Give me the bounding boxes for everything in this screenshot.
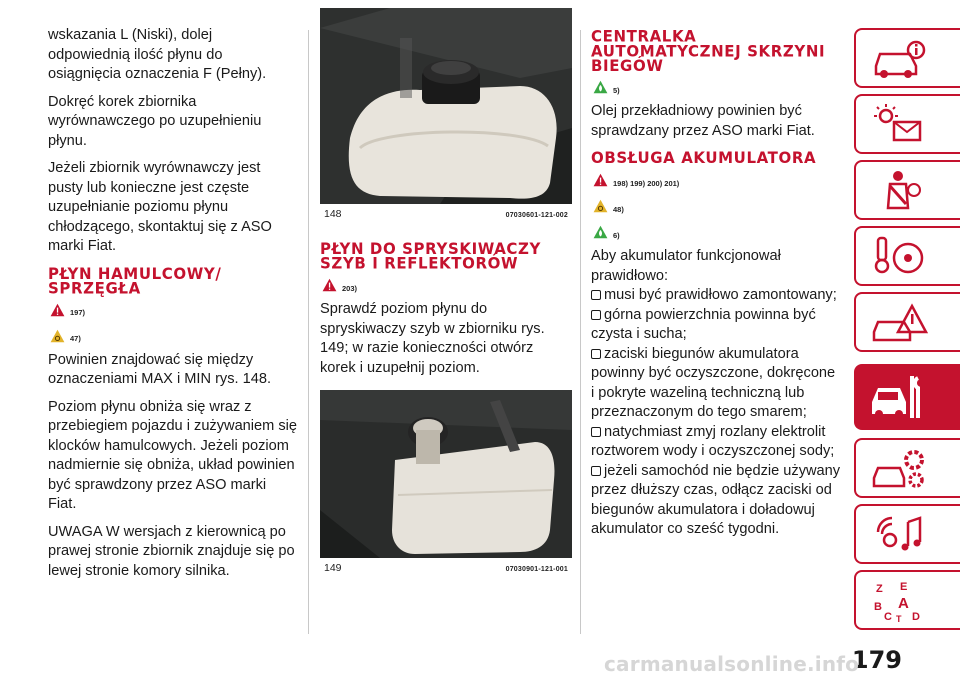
brake-fluid-reservoir-photo	[320, 8, 572, 204]
car-wrench-icon	[870, 372, 930, 424]
caution-triangle-icon	[50, 329, 65, 343]
reference-number: 6)	[613, 230, 620, 240]
figure-caption	[320, 204, 572, 220]
warning-reference	[322, 274, 572, 296]
svg-text:A: A	[898, 595, 909, 612]
reference-number: 5)	[613, 85, 620, 95]
paragraph: Powinien znajdować się między oznaczeniami MAX i MIN rys. 148.	[48, 351, 272, 387]
caution-reference	[50, 325, 298, 347]
paragraph: Dokręć korek zbiornika wyrównawczego po uzupełnieniu płynu.	[48, 93, 262, 149]
environment-reference	[593, 221, 841, 243]
environment-reference	[593, 76, 841, 98]
dashboard-lights-icon	[870, 102, 930, 148]
reference-number: 197)	[70, 308, 86, 317]
list-item: górna powierzchnia powinna być czysta i sucha;	[591, 306, 816, 342]
svg-text:T: T	[896, 614, 902, 624]
paragraph: wskazania L (Niski), dolej odpowiednią ilość płynu do osiągnięcia oznaczenia F (Pełny).	[48, 27, 267, 82]
section-heading-brake-fluid: PŁYN HAMULCOWY/ SPRZĘGŁA	[48, 263, 222, 298]
warning-triangle-icon	[322, 278, 337, 292]
section-heading-battery: OBSŁUGA AKUMULATORA	[591, 148, 817, 168]
paragraph: Jeżeli zbiornik wyrównawczy jest pusty lub konieczne jest częste uzupełnianie poziomu płynu chłodzącego, skontaktuj się z ASO marki Fiat.	[48, 160, 272, 254]
warning-reference	[593, 169, 841, 191]
warning-triangle-icon	[50, 303, 65, 317]
list-item: natychmiast zmyj rozlany elektrolit roztworem wody i oczyszczonej sody;	[591, 423, 835, 459]
reference-number: 47)	[70, 334, 81, 343]
svg-text:C: C	[884, 611, 892, 623]
page-number: 179	[851, 646, 902, 674]
figure-caption	[320, 558, 572, 574]
caution-reference	[593, 195, 841, 217]
watermark: carmanualsonline.info	[604, 652, 860, 676]
tab-car-warning[interactable]	[854, 292, 960, 352]
svg-text:B: B	[874, 601, 882, 613]
svg-text:E: E	[900, 581, 908, 593]
svg-text:Z: Z	[876, 583, 883, 595]
checkbox-bullet-icon	[591, 310, 601, 320]
figure-code: 07030601-121-002	[505, 212, 568, 219]
checkbox-bullet-icon	[591, 290, 601, 300]
figure-number: 148	[324, 208, 342, 220]
list-item: jeżeli samochód nie będzie używany przez dłuższy czas, odłącz zaciski od biegunów akumulatora i doładowuj akumulator co sześć tygodni.	[591, 462, 841, 537]
svg-text:D: D	[912, 611, 920, 623]
column-1	[48, 26, 298, 589]
paragraph: Aby akumulator funkcjonował prawidłowo:	[591, 248, 781, 284]
tab-index[interactable]	[854, 570, 960, 630]
tab-key-steering[interactable]	[854, 226, 960, 286]
list-item: zaciski biegunów akumulatora powinny być oczyszczone, dokręcone i pokryte wazeliną techniczną lub przeznaczonym do tego smarem;	[591, 345, 836, 420]
tab-multimedia[interactable]	[854, 504, 960, 564]
environment-triangle-icon	[593, 225, 608, 239]
checkbox-bullet-icon	[591, 427, 601, 437]
checkbox-bullet-icon	[591, 466, 601, 476]
paragraph: Sprawdź poziom płynu do spryskiwaczy szyb w zbiorniku rys. 149; w razie konieczności otwórz korek i uzupełnij poziom.	[320, 301, 545, 376]
column-divider	[308, 30, 309, 634]
key-steering-wheel-icon	[870, 234, 930, 280]
warning-reference	[50, 299, 298, 321]
reference-number: 203)	[342, 283, 358, 293]
index-letters-icon	[870, 578, 930, 624]
figure-code: 07030901-121-001	[505, 566, 568, 573]
tab-seatbelt-airbag[interactable]	[854, 160, 960, 220]
washer-reservoir-photo	[320, 390, 572, 558]
column-2	[320, 8, 572, 574]
figure-number: 149	[324, 562, 342, 574]
warning-triangle-icon	[593, 173, 608, 187]
paragraph: Poziom płynu obniża się wraz z przebiegiem pojazdu i zużywaniem się klocków hamulcowych. Jeżeli poziom nadmiernie się obniża, układ powinien być sprawdzony przez ASO marki Fiat.	[48, 398, 298, 512]
multimedia-icon	[870, 512, 930, 558]
list-item: musi być prawidłowo zamontowany;	[591, 286, 841, 306]
caution-triangle-icon	[593, 199, 608, 213]
column-divider	[580, 30, 581, 634]
checkbox-bullet-icon	[591, 349, 601, 359]
tab-technical-data[interactable]	[854, 438, 960, 498]
reference-number: 198) 199) 200) 201)	[613, 178, 680, 188]
paragraph: Olej przekładniowy powinien być sprawdzany przez ASO marki Fiat.	[591, 103, 815, 139]
column-3	[591, 24, 841, 540]
car-warning-icon	[870, 300, 930, 346]
tab-maintenance[interactable]	[854, 364, 960, 430]
tab-car-info[interactable]	[854, 28, 960, 88]
car-info-icon	[870, 36, 930, 82]
seatbelt-airbag-icon	[870, 168, 930, 214]
section-heading-transmission: CENTRALKA AUTOMATYCZNEJ SKRZYNI BIEGÓW	[591, 26, 826, 76]
environment-triangle-icon	[593, 80, 608, 94]
tab-dashboard-lights[interactable]	[854, 94, 960, 154]
reference-number: 48)	[613, 204, 624, 214]
section-heading-washer-fluid: PŁYN DO SPRYSKIWACZY SZYB I REFLEKTORÓW	[320, 239, 541, 273]
car-gears-icon	[870, 446, 930, 492]
paragraph: UWAGA W wersjach z kierownicą po prawej stronie zbiornik znajduje się po lewej stronie komory silnika.	[48, 523, 295, 579]
